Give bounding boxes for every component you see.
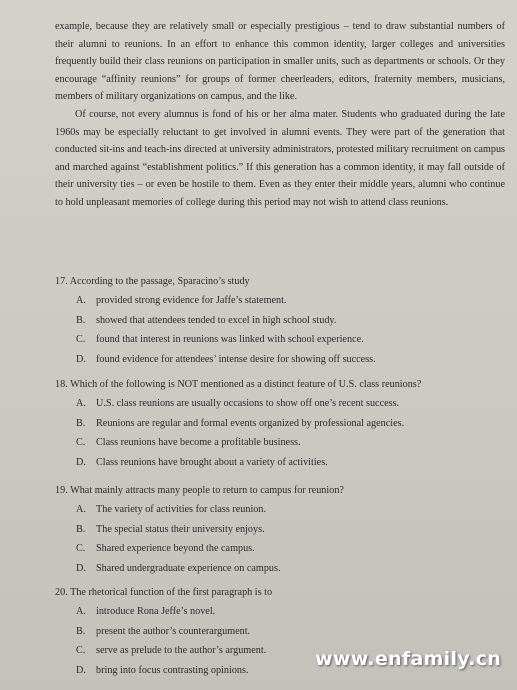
option-b[interactable]	[76, 311, 505, 331]
option-text: provided strong evidence for Jaffe’s statement.	[96, 295, 287, 306]
option-text: The special status their university enjoys.	[96, 523, 265, 535]
option-letter: D.	[76, 664, 86, 676]
option-b[interactable]	[76, 520, 505, 540]
passage-paragraph-2: Of course, not every alumnus is fond of his or her alma mater. Students who graduated during the late 1960s may be especially reluctant to get involved in alumni events. They were part of the generation that conducted sit-ins and teach-ins directed at university administrators, protested military recruitment on campus and marched against “establishment politics.” If this generation has a common identity, it may fall outside of their university ties – or even be hostile to them. Even as they enter their middle years, alumni who continue to hold unpleasant memories of college during this period may not wish to attend class reunions.	[55, 108, 505, 208]
option-text: bring into focus contrasting opinions.	[96, 664, 249, 676]
option-text: introduce Rona Jeffe’s novel.	[96, 606, 216, 617]
question-18	[55, 376, 505, 472]
option-letter: B.	[76, 625, 86, 637]
option-text: Class reunions have brought about a variety of activities.	[96, 456, 328, 468]
option-letter: D.	[76, 562, 86, 574]
question-17	[55, 273, 505, 369]
option-letter: A.	[76, 606, 86, 617]
option-letter: D.	[76, 456, 86, 468]
option-letter: B.	[76, 314, 86, 326]
question-stem: 19. What mainly attracts many people to return to campus for reunion?	[55, 485, 344, 496]
option-text: Reunions are regular and formal events organized by professional agencies.	[96, 417, 405, 429]
question-stem: 17. According to the passage, Sparacino’s study	[55, 276, 250, 287]
option-letter: A.	[76, 295, 86, 306]
option-text: found evidence for attendees’ intense desire for showing off success.	[96, 353, 376, 365]
option-b[interactable]	[76, 622, 505, 642]
question-stem: 18. Which of the following is NOT mentioned as a distinct feature of U.S. class reunions?	[55, 379, 422, 390]
option-text: Class reunions have become a profitable business.	[96, 437, 301, 448]
option-letter: A.	[76, 398, 86, 409]
option-text: present the author’s counterargument.	[96, 625, 251, 637]
option-text: U.S. class reunions are usually occasions to show off one’s recent success.	[96, 398, 400, 409]
option-text: serve as prelude to the author’s argument.	[96, 645, 267, 656]
option-letter: C.	[76, 334, 86, 345]
option-a[interactable]	[76, 291, 505, 311]
option-d[interactable]	[76, 559, 505, 579]
option-letter: C.	[76, 645, 86, 656]
option-b[interactable]	[76, 414, 505, 434]
option-list	[55, 291, 505, 369]
option-list	[55, 500, 505, 578]
option-a[interactable]	[76, 602, 505, 622]
option-letter: A.	[76, 504, 86, 515]
option-letter: B.	[76, 417, 86, 429]
option-text: showed that attendees tended to excel in high school study.	[96, 314, 337, 326]
option-letter: D.	[76, 353, 86, 365]
site-watermark: www.enfamily.cn	[315, 648, 502, 670]
reading-passage	[55, 18, 505, 212]
option-a[interactable]	[76, 394, 505, 414]
option-text: Shared experience beyond the campus.	[96, 543, 255, 554]
option-text: Shared undergraduate experience on campus.	[96, 562, 281, 574]
option-text: found that interest in reunions was linked with school experience.	[96, 334, 364, 345]
question-stem: 20. The rhetorical function of the first paragraph is to	[55, 587, 273, 598]
option-text: The variety of activities for class reunion.	[96, 504, 267, 515]
option-c[interactable]	[76, 330, 505, 350]
option-d[interactable]	[76, 350, 505, 370]
option-a[interactable]	[76, 500, 505, 520]
option-c[interactable]	[76, 433, 505, 453]
option-letter: B.	[76, 523, 86, 535]
option-letter: C.	[76, 543, 86, 554]
option-letter: C.	[76, 437, 86, 448]
passage-paragraph-1: example, because they are relatively small or especially prestigious – tend to draw substantial numbers of their alumni to reunions. In an effort to enhance this common identity, larger colleges and universities frequently build their class reunions on participation in smaller units, such as departments or schools. Or they encourage “affinity reunions” for groups of former cheerleaders, editors, fraternity members, musicians, members of military organizations on campus, and the like.	[55, 21, 505, 103]
option-d[interactable]	[76, 453, 505, 473]
option-list	[55, 394, 505, 472]
option-c[interactable]	[76, 539, 505, 559]
question-19	[55, 482, 505, 578]
